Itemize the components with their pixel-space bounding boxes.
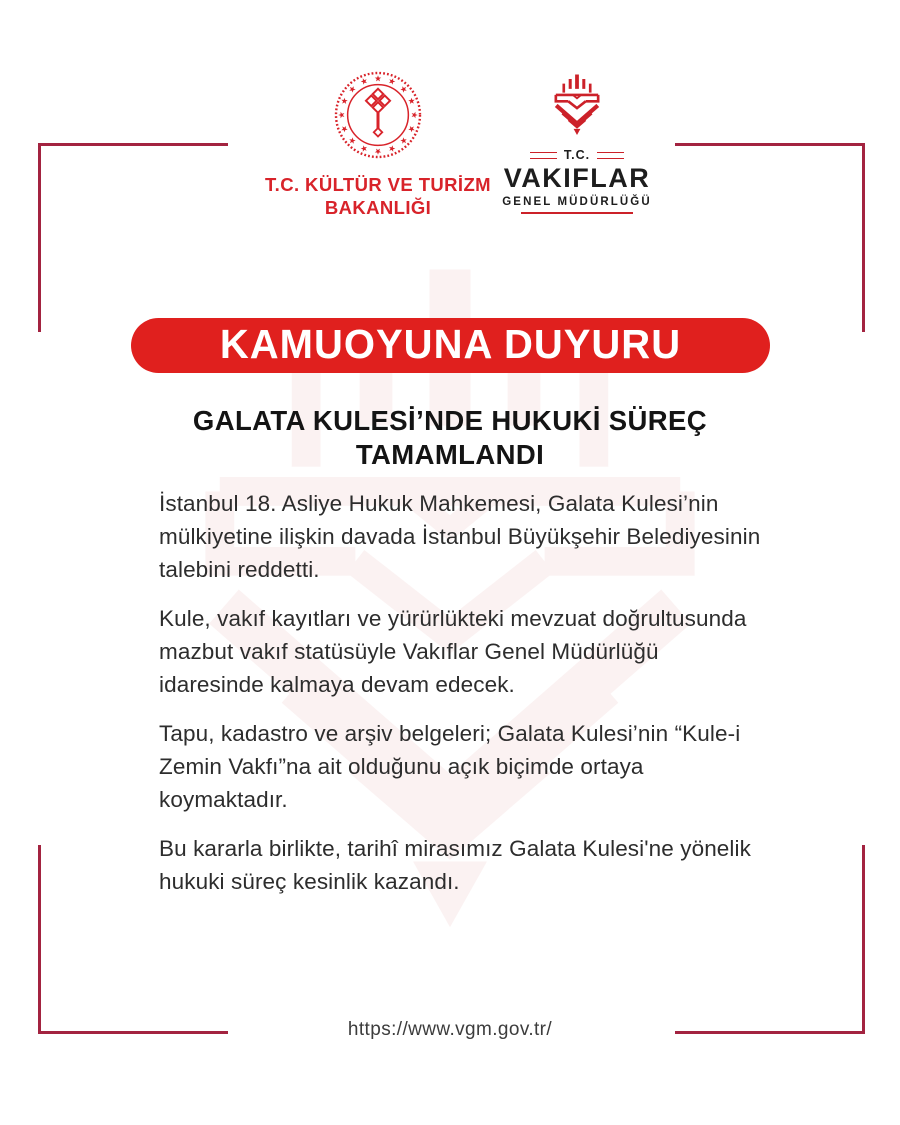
tc-dash-right bbox=[597, 152, 624, 159]
vgm-logo bbox=[477, 72, 677, 214]
banner-label: KAMUOYUNA DUYURU bbox=[219, 322, 682, 368]
ministry-emblem-icon bbox=[333, 70, 423, 160]
ministry-caption-line2: BAKANLIĞI bbox=[324, 197, 432, 218]
ministry-caption-line1: T.C. KÜLTÜR VE TURİZM bbox=[265, 174, 491, 195]
body-text bbox=[159, 487, 765, 914]
vgm-emblem-icon bbox=[543, 72, 611, 142]
vgm-tc-label: T.C. bbox=[563, 148, 591, 162]
body-paragraph: Tapu, kadastro ve arşiv belgeleri; Galata Kulesi’nin “Kule-i Zemin Vakfı”na ait olduğunu açık biçimde ortaya koymaktadır. bbox=[159, 721, 741, 812]
vgm-title: VAKIFLAR bbox=[503, 163, 651, 193]
body-paragraph: İstanbul 18. Asliye Hukuk Mahkemesi, Galata Kulesi’nin mülkiyetine ilişkin davada İstanbul Büyükşehir Belediyesinin talebini reddetti. bbox=[159, 491, 761, 582]
announcement-banner bbox=[131, 318, 770, 373]
headline: GALATA KULESİ’NDE HUKUKİ SÜREÇ TAMAMLANDI bbox=[192, 405, 708, 470]
corner-bracket-top-right bbox=[675, 143, 865, 332]
vgm-underline bbox=[521, 212, 633, 214]
vgm-subtitle: GENEL MÜDÜRLÜĞÜ bbox=[502, 196, 652, 208]
body-paragraph: Bu kararla birlikte, tarihî mirasımız Galata Kulesi'ne yönelik hukuki süreç kesinlik kazandı. bbox=[159, 836, 751, 894]
corner-bracket-top-left bbox=[38, 143, 228, 332]
footer-url: https://www.vgm.gov.tr/ bbox=[347, 1019, 553, 1040]
ministry-logo bbox=[263, 70, 493, 219]
tc-dash-left bbox=[530, 152, 557, 159]
body-paragraph: Kule, vakıf kayıtları ve yürürlükteki mevzuat doğrultusunda mazbut vakıf statüsüyle Vakıflar Genel Müdürlüğü idaresinde kalmaya devam edecek. bbox=[159, 606, 747, 697]
vgm-tc-row bbox=[477, 148, 677, 162]
